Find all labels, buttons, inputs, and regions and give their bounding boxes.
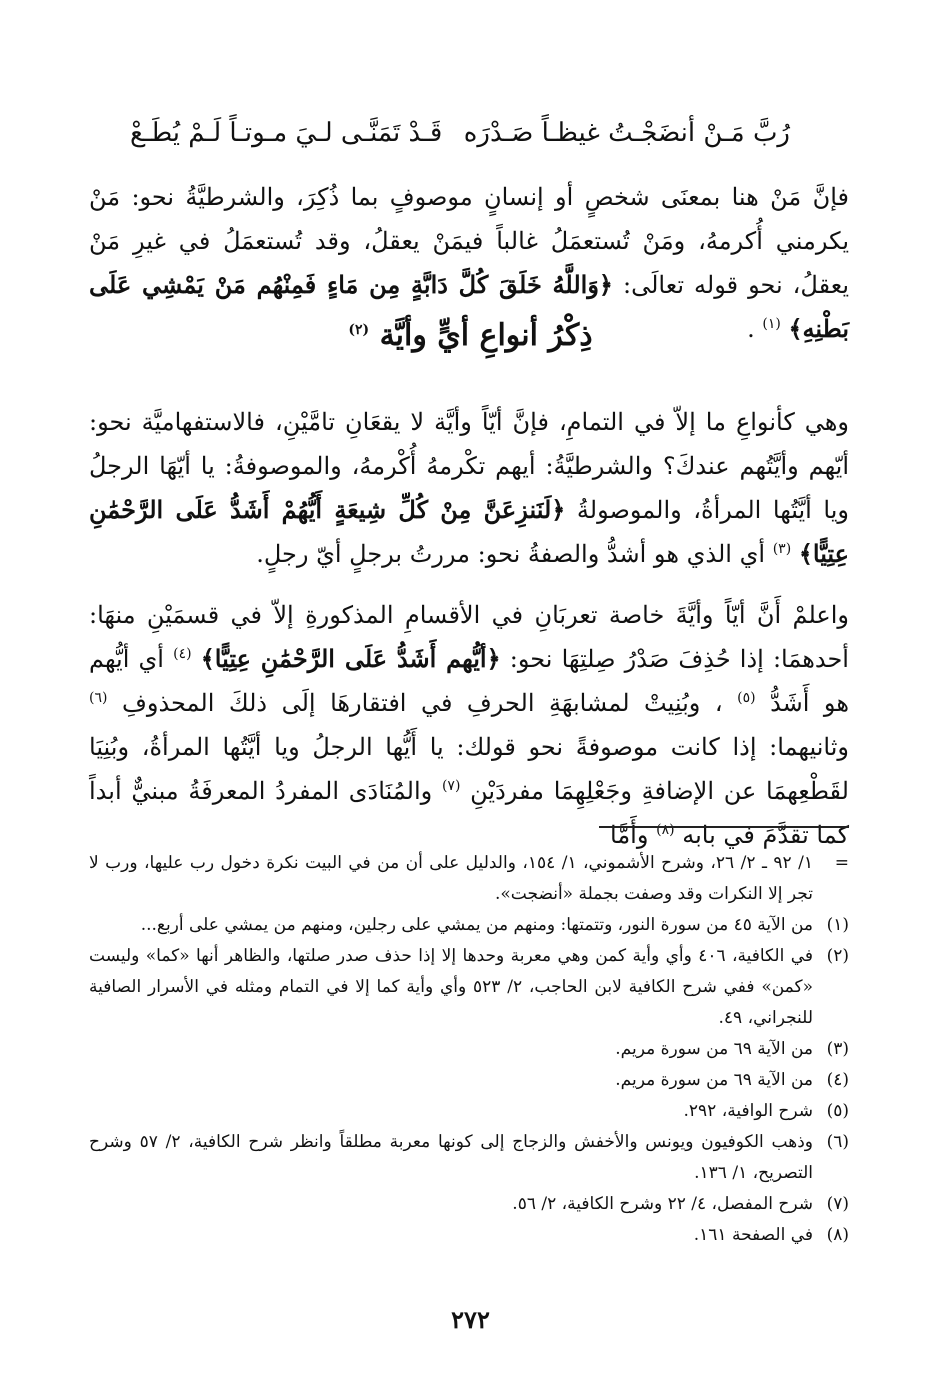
verse-hemistich-right: رُبَّ مَـنْ أنضَجْـتُ غيظـاً صَـدْرَه: [463, 118, 790, 148]
footnote-text: ١/ ٩٢ ـ ٢/ ٢٦، وشرح الأشموني، ١/ ١٥٤، والدليل على أن من في البيت نكرة دخول رب عليها، ورب لا تجر إلا النكرات وقد وصفت بجملة «أنضجت».: [89, 853, 813, 904]
quran-verse-2: ﴿لَنَنزِعَنَّ مِنْ كُلِّ شِيعَةٍ أَيُّهُمْ أَشَدُّ عَلَى الرَّحْمَٰنِ عِتِيًّا﴾: [89, 495, 849, 568]
footnote-4: [89, 1065, 849, 1096]
verse-hemistich-left: قَـدْ تَمَنَّـى لـيَ مـوتـاً لَـمْ يُطَـعْ: [130, 118, 443, 148]
footnote-1: [89, 910, 849, 941]
footnote-ref-5: (٥): [737, 690, 756, 706]
page-number: ٢٧٢: [451, 1305, 490, 1334]
footnote-mark: (٨): [826, 1225, 849, 1245]
footnote-ref-8: (٨): [656, 822, 675, 838]
footnote-mark: (٥): [826, 1101, 849, 1121]
paragraph-2-text-1: وهي كأنواعِ ما إلاّ في التمامِ، فإنَّ أيّاً وأيَّة لا يقعَانِ تامَّيْنِ، فالاستفهاميَّة نحو: أيّهم وأيَّتُهم عندكَ؟ والشرطيَّةُ: أيهم تكْرمهُ أُكْرمهُ، والموصوفةُ: يا أيّهَا الرجلُ ويا أيَّتُها المرأةُ، والموصولةُ: [89, 408, 849, 524]
paragraph-3-text-1: واعلمْ أَنَّ أيّاً وأيَّةَ خاصة تعربَانِ في الأقسامِ المذكورةِ إلاّ في قسمَيْنِ منهَا: أحدهمَا: إذا حُذِفَ صَدْرُ صِلتِهَا نحو:: [89, 601, 849, 673]
footnote-ref-7: (٧): [441, 778, 461, 794]
footnote-continued: [89, 848, 849, 910]
footnote-mark: (١): [826, 915, 849, 935]
footnote-ref-2: (٢): [348, 322, 370, 338]
paragraph-3-text-3: ، وبُنِيتْ لمشابهَةِ الحرفِ في افتقارهَا إلَى ذلكَ المحذوفِ: [121, 689, 723, 717]
quran-verse-3: ﴿أيُّهم أَشَدُّ عَلَى الرَّحْمَٰنِ عِتِيًّا﴾: [200, 644, 501, 673]
footnote-mark: (٣): [826, 1039, 849, 1059]
footnote-text: من الآية ٤٥ من سورة النور، وتتمتها: ومنهم من يمشي على رجلين، ومنهم من يمشي على أربع...: [140, 915, 813, 935]
quran-verse-1: ﴿وَاللَّهُ خَلَقَ كُلَّ دَابَّةٍ مِن مَاءٍ فَمِنْهُم مَنْ يَمْشِي عَلَى بَطْنِهِ﴾: [89, 270, 849, 343]
paragraph-1-text: فإنَّ مَنْ هنا بمعنَى شخصٍ أو إنسانٍ موصوفٍ بما ذُكِرَ، والشرطيَّةُ نحو: مَنْ يكرمني أُكرمهُ، ومَنْ تُستعمَلُ غالباً فيمَنْ يعقلُ، وقد تُستعمَلُ في غيرِ مَنْ يعقلُ، نحو قوله تعالَى:: [89, 183, 850, 299]
footnote-5: [89, 1096, 849, 1127]
paragraph-3-text-5: والمُنَادَى المفردُ المعرفَةُ مبنيٌّ أبداً كما تقدَّمَ في بابه: [89, 777, 849, 849]
footnote-3: [89, 1034, 849, 1065]
paragraph-3: [89, 593, 849, 857]
footnote-mark: (٦): [826, 1132, 849, 1152]
poetry-verse: [130, 108, 790, 158]
footnote-text: في الصفحة ١٦١.: [693, 1225, 813, 1245]
footnote-ref-3: (٣): [772, 541, 792, 557]
footnote-ref-6: (٦): [89, 690, 108, 706]
footnote-ref-4: (٤): [173, 646, 192, 662]
footnote-mark: (٢): [826, 946, 849, 966]
footnotes: [89, 848, 849, 1251]
paragraph-1-end: .: [747, 315, 755, 343]
paragraph-3-text-6: وأَمَّا: [610, 821, 649, 849]
footnote-text: وذهب الكوفيون ويونس والأخفش والزجاج إلى كونها معربة مطلقاً وانظر شرح الكافية، ٢/ ٥٧ وشرح التصريح، ١/ ١٣٦.: [89, 1132, 813, 1183]
footnote-text: في الكافية، ٤٠٦ وأي وأية كمن وهي معربة وحدها إلا إذا حذف صدر صلتها، والظاهر أنها «كما» وليست «كمن» ففي شرح الكافية لابن الحاجب، ٢/ ٥٢٣ وأي وأية كما إلا في التمام ومثله في الأسرار الصافية للنجراني، ٤٩.: [89, 946, 813, 1028]
footnote-text: شرح الوافية، ٢٩٢.: [683, 1101, 813, 1121]
footnote-text: من الآية ٦٩ من سورة مريم.: [615, 1039, 813, 1059]
section-heading: [0, 318, 941, 353]
footnote-mark: =: [834, 853, 849, 873]
footnote-text: شرح المفصل، ٤/ ٢٢ وشرح الكافية، ٢/ ٥٦.: [512, 1194, 813, 1214]
footnote-divider: [599, 826, 849, 828]
paragraph-3-text-2: أي أيُّهم هو أَشَدُّ: [89, 645, 849, 717]
paragraph-3-text-4: وثانيهما: إذا كانت موصوفةً نحو قولك: يا أَيُّها الرجلُ ويا أيَّتُها المرأةُ، وبُنِيَا لقَطْعِهمَا عن الإضافةِ وجَعْلِهِمَا مفردَيْنِ: [89, 733, 849, 805]
paragraph-2-text-2: أي الذي هو أشدُّ والصفةُ نحو: مررتُ برجلٍ أيّ رجلٍ.: [256, 540, 766, 568]
footnote-mark: (٧): [826, 1194, 849, 1214]
footnote-text: من الآية ٦٩ من سورة مريم.: [615, 1070, 813, 1090]
footnote-8: [89, 1220, 849, 1251]
footnote-7: [89, 1189, 849, 1220]
footnote-6: [89, 1127, 849, 1189]
heading-text: ذِكْرُ أنواعِ أيٍّ وأيَّة: [379, 318, 593, 353]
footnote-ref-1: (١): [762, 316, 781, 332]
footnote-mark: (٤): [826, 1070, 849, 1090]
paragraph-2: [89, 400, 849, 576]
footnote-2: [89, 941, 849, 1034]
